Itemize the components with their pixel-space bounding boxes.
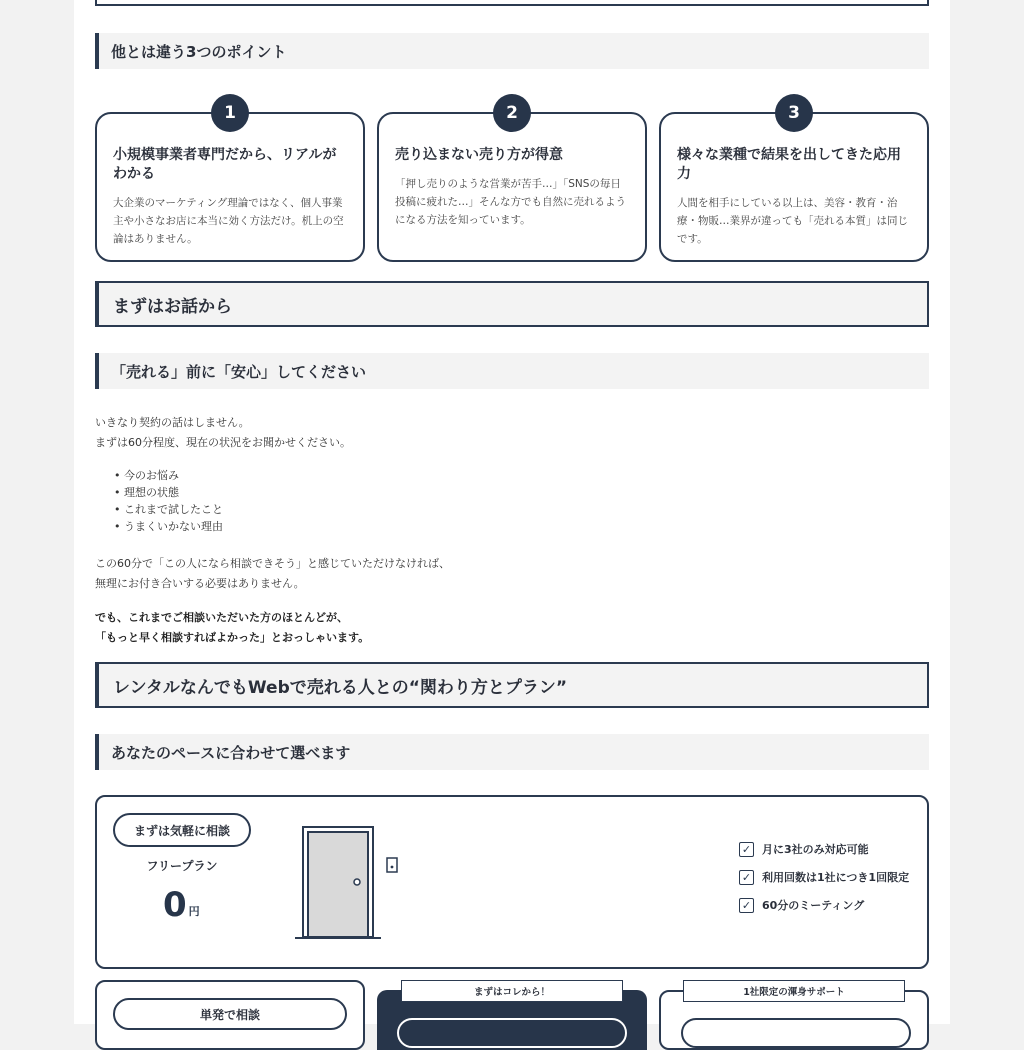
emphasis-line: でも、これまでご相談いただいた方のほとんどが、 — [95, 611, 348, 624]
feature-item — [739, 895, 909, 915]
previous-section-box — [95, 0, 929, 6]
middle-plan-tab: まずはコレから！ — [401, 980, 623, 1002]
page-content — [74, 0, 950, 1024]
check-icon: ✓ — [739, 842, 754, 857]
points-section-heading: 他とは違う3つのポイント — [95, 33, 929, 69]
point-title: 小規模事業者専門だから、リアルがわかる — [113, 147, 337, 182]
single-plan-badge: 単発で相談 — [113, 998, 347, 1030]
feature-item — [739, 839, 909, 859]
note-line: 無理にお付き合いする必要はありません。 — [95, 577, 305, 590]
right-plan-tab: 1社限定の渾身サポート — [683, 980, 905, 1002]
right-plan-badge-outline — [681, 1018, 911, 1048]
point-text: 「押し売りのような営業が苦手…」「SNSの毎日投稿に疲れた…」そんな方でも自然に売れるようになる方法を知っています。 — [395, 178, 626, 226]
check-icon: ✓ — [739, 898, 754, 913]
talk-note — [95, 554, 929, 594]
single-plan-card[interactable] — [95, 980, 365, 1050]
door-icon — [295, 823, 405, 941]
point-text: 大企業のマーケティング理論ではなく、個人事業主や小さなお店に本当に効く方法だけ。机上の空論はありません。 — [113, 197, 344, 245]
point-card-1 — [95, 112, 365, 262]
intro-line: まずは60分程度、現在の状況をお聞かせください。 — [95, 436, 351, 449]
free-plan-name: フリープラン — [146, 859, 218, 873]
point-number-badge: 2 — [493, 94, 531, 132]
talk-section-heading: まずはお話から — [95, 281, 929, 327]
feature-label: 月に3社のみ対応可能 — [762, 843, 869, 856]
talk-intro — [95, 413, 929, 453]
talk-emphasis — [95, 608, 929, 648]
point-card-3 — [659, 112, 929, 262]
list-item: • これまで試したこと — [114, 501, 223, 518]
note-line: この60分で「この人になら相談できそう」と感じていただけなければ、 — [95, 557, 450, 570]
list-item: • 今のお悩み — [114, 467, 223, 484]
point-title: 様々な業種で結果を出してきた応用力 — [677, 147, 901, 182]
point-title: 売り込まない売り方が得意 — [395, 147, 563, 163]
point-number-badge: 1 — [211, 94, 249, 132]
talk-bullet-list — [114, 467, 223, 535]
free-plan-card[interactable] — [95, 795, 929, 969]
point-card-2 — [377, 112, 647, 262]
point-text: 人間を相手にしている以上は、美容・教育・治療・物販…業界が違っても「売れる本質」は同じです。 — [677, 197, 908, 245]
feature-label: 利用回数は1社につき1回限定 — [762, 871, 910, 884]
middle-plan-badge-outline — [397, 1018, 627, 1048]
free-plan-price — [163, 885, 200, 925]
price-unit: 円 — [188, 905, 200, 918]
free-plan-features — [739, 839, 909, 915]
feature-label: 60分のミーティング — [762, 899, 865, 912]
free-plan-badge: まずは気軽に相談 — [113, 813, 251, 847]
plans-section-subheading: あなたのペースに合わせて選べます — [95, 734, 929, 770]
price-value: 0 — [163, 885, 187, 925]
point-number-badge: 3 — [775, 94, 813, 132]
plans-section-heading: レンタルなんでもWebで売れる人との“関わり方とプラン” — [95, 662, 929, 708]
emphasis-line: 「もっと早く相談すればよかった」とおっしゃいます。 — [95, 631, 370, 644]
check-icon: ✓ — [739, 870, 754, 885]
feature-item — [739, 867, 909, 887]
talk-section-subheading: 「売れる」前に「安心」してください — [95, 353, 929, 389]
list-item: • 理想の状態 — [114, 484, 223, 501]
intro-line: いきなり契約の話はしません。 — [95, 416, 250, 429]
list-item: • うまくいかない理由 — [114, 518, 223, 535]
